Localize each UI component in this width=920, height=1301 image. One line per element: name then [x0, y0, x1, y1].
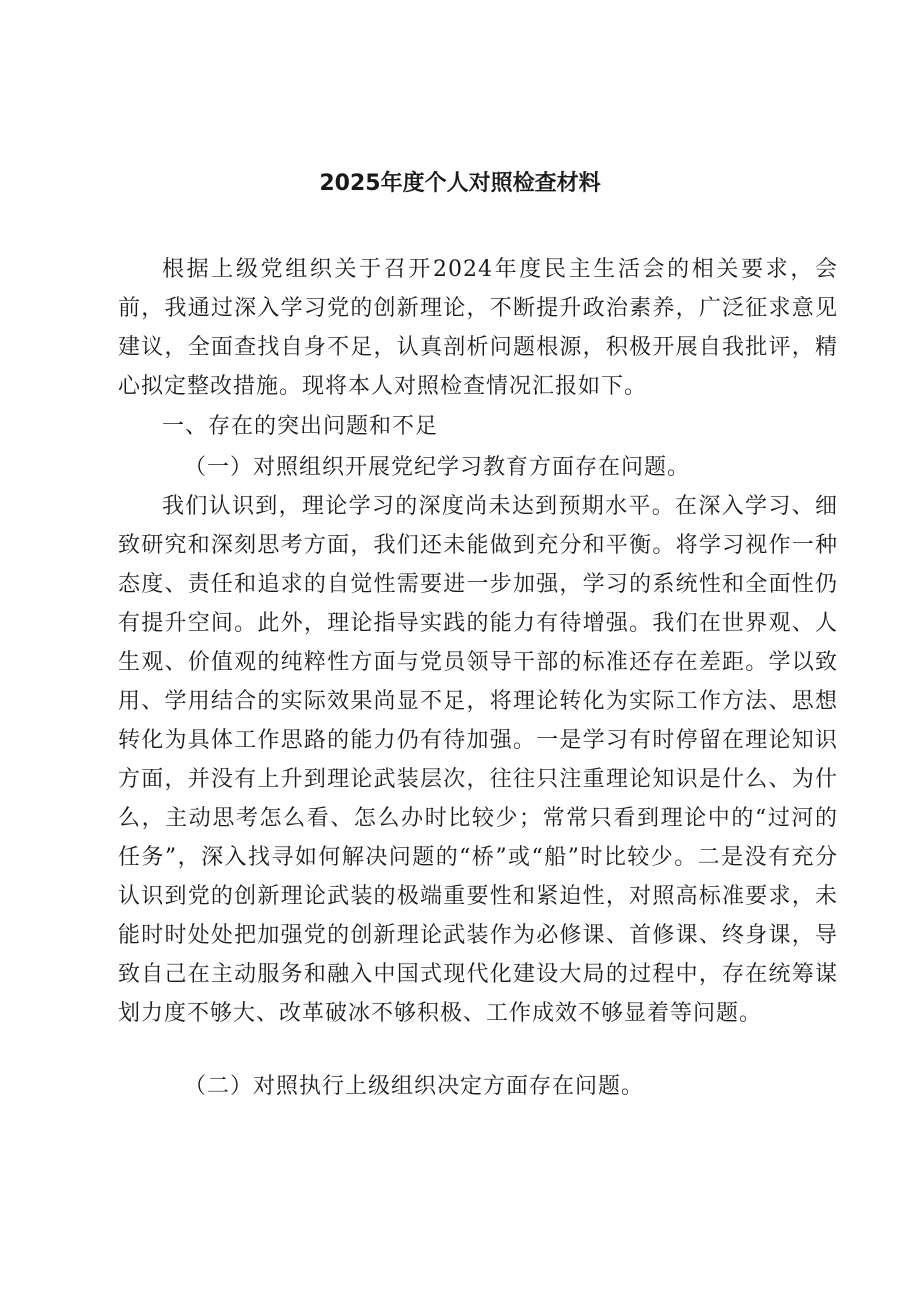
section-heading-1: 一、存在的突出问题和不足: [162, 414, 439, 439]
document-title: 2025年度个人对照检查材料: [319, 171, 601, 196]
subsection-heading-1: （一）对照组织开展党纪学习教育方面存在问题。: [184, 455, 691, 480]
subsection-heading-2: （二）对照执行上级组织决定方面存在问题。: [184, 1074, 645, 1099]
paragraph-gap: [118, 1033, 838, 1067]
document-body: [118, 250, 838, 1106]
intro-paragraph: 根据上级党组织关于召开2024年度民主生活会的相关要求，会前，我通过深入学习党的创新理论，不断提升政治素养，广泛征求意见建议，全面查找自身不足，认真剖析问题根源，积极开展自我批评，精心拟定整改措施。现将本人对照检查情况汇报如下。: [118, 257, 838, 399]
subsection-1-paragraph: 我们认识到，理论学习的深度尚未达到预期水平。在深入学习、细致研究和深刻思考方面，我们还未能做到充分和平衡。将学习视作一种态度、责任和追求的自觉性需要进一步加强，学习的系统性和全面性仍有提升空间。此外，理论指导实践的能力有待增强。我们在世界观、人生观、价值观的纯粹性方面与党员领导干部的标准还存在差距。学以致用、学用结合的实际效果尚显不足，将理论转化为实际工作方法、思想转化为具体工作思路的能力仍有待加强。一是学习有时停留在理论知识方面，并没有上升到理论武装层次，往往只注重理论知识是什么、为什么，主动思考怎么看、怎么办时比较少；常常只看到理论中的“过河的任务”，深入找寻如何解决问题的“桥”或“船”时比较少。二是没有充分认识到党的创新理论武装的极端重要性和紧迫性，对照高标准要求，未能时时处处把加强党的创新理论武装作为必修课、首修课、终身课，导致自己在主动服务和融入中国式现代化建设大局的过程中，存在统筹谋划力度不够大、改革破冰不够积极、工作成效不够显着等问题。: [118, 494, 838, 1026]
